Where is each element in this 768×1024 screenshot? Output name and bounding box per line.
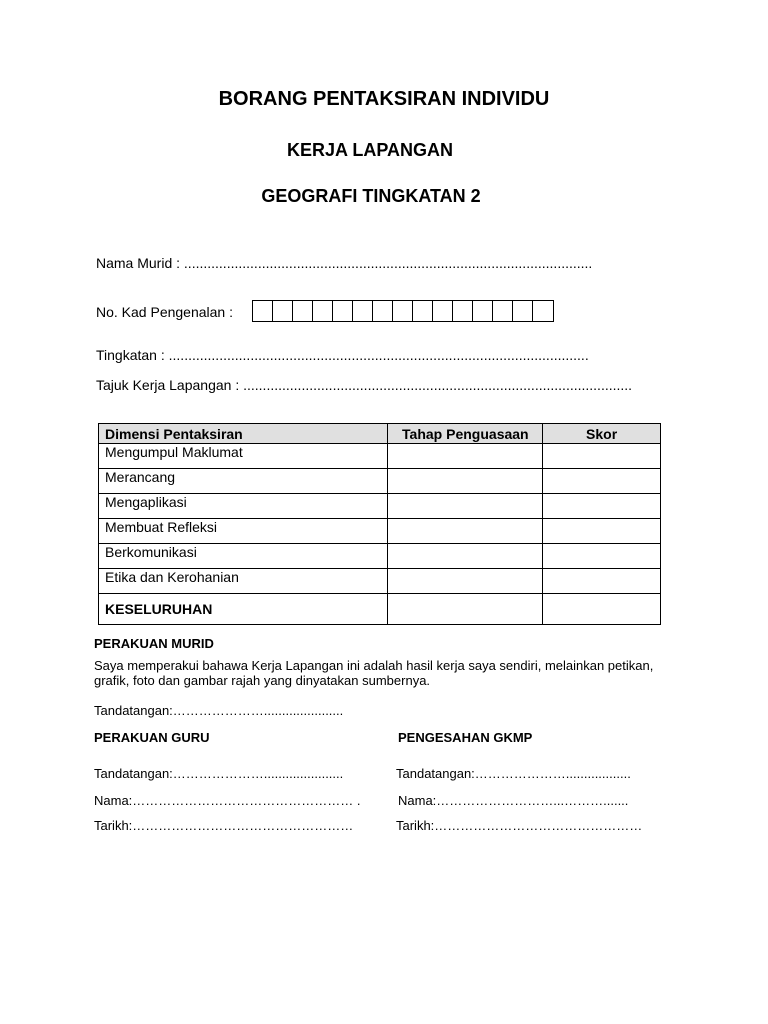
- skor-cell[interactable]: [543, 569, 661, 594]
- skor-cell[interactable]: [543, 469, 661, 494]
- tahap-cell[interactable]: [388, 494, 543, 519]
- pengesahan-gkmp-heading: PENGESAHAN GKMP: [398, 730, 533, 745]
- page-title: BORANG PENTAKSIRAN INDIVIDU: [218, 88, 550, 110]
- total-skor-cell[interactable]: [543, 594, 661, 625]
- dimension-label: Membuat Refleksi: [99, 519, 388, 544]
- ic-digit-box[interactable]: [273, 301, 293, 321]
- tahap-cell[interactable]: [388, 469, 543, 494]
- perakuan-murid-heading: PERAKUAN MURID: [94, 636, 214, 651]
- subject-heading: GEOGRAFI TINGKATAN 2: [261, 186, 481, 206]
- column-header: Skor: [543, 424, 661, 444]
- murid-signature-field[interactable]: Tandatangan:…………………......................: [94, 703, 344, 718]
- ic-digit-box[interactable]: [353, 301, 373, 321]
- table-header-row: [99, 424, 661, 444]
- ic-digit-box[interactable]: [453, 301, 473, 321]
- ic-digit-box[interactable]: [393, 301, 413, 321]
- gkmp-name-field[interactable]: Nama:………………………...……….......: [398, 793, 629, 808]
- table-row: [99, 494, 661, 519]
- tajuk-field[interactable]: Tajuk Kerja Lapangan : ....................................................................................................: [96, 377, 633, 393]
- guru-name-field[interactable]: Nama:…………………………………………… .: [94, 793, 361, 808]
- declaration-line-2: grafik, foto dan gambar rajah yang dinyatakan sumbernya.: [94, 673, 431, 688]
- dimension-label: Berkomunikasi: [99, 544, 388, 569]
- nama-murid-field[interactable]: Nama Murid : .........................................................................................................: [96, 255, 593, 271]
- gkmp-signature-field[interactable]: Tandatangan:…………………..................: [396, 766, 631, 781]
- assessment-table: [98, 423, 661, 625]
- ic-digit-box[interactable]: [473, 301, 493, 321]
- dimension-label: Mengaplikasi: [99, 494, 388, 519]
- skor-cell[interactable]: [543, 444, 661, 469]
- ic-digit-box[interactable]: [533, 301, 553, 321]
- ic-digit-box[interactable]: [373, 301, 393, 321]
- tahap-cell[interactable]: [388, 544, 543, 569]
- tahap-cell[interactable]: [388, 519, 543, 544]
- guru-date-field[interactable]: Tarikh:……………………………………………: [94, 818, 354, 833]
- ic-digit-box[interactable]: [513, 301, 533, 321]
- column-header: Tahap Penguasaan: [388, 424, 543, 444]
- perakuan-guru-heading: PERAKUAN GURU: [94, 730, 210, 745]
- table-row: [99, 569, 661, 594]
- tahap-cell[interactable]: [388, 569, 543, 594]
- ic-number-boxes[interactable]: [252, 300, 554, 322]
- tahap-cell[interactable]: [388, 444, 543, 469]
- ic-digit-box[interactable]: [253, 301, 273, 321]
- gkmp-date-field[interactable]: Tarikh:…………………………………………: [396, 818, 643, 833]
- skor-cell[interactable]: [543, 494, 661, 519]
- ic-label: No. Kad Pengenalan :: [96, 304, 233, 320]
- ic-digit-box[interactable]: [493, 301, 513, 321]
- guru-signature-field[interactable]: Tandatangan:…………………......................: [94, 766, 344, 781]
- dimension-label: Mengumpul Maklumat: [99, 444, 388, 469]
- column-header: Dimensi Pentaksiran: [99, 424, 388, 444]
- table-row: [99, 444, 661, 469]
- total-row: [99, 594, 661, 625]
- tingkatan-field[interactable]: Tingkatan : ............................................................................................................: [96, 347, 589, 363]
- skor-cell[interactable]: [543, 519, 661, 544]
- total-tahap-cell[interactable]: [388, 594, 543, 625]
- dimension-label: Merancang: [99, 469, 388, 494]
- dimension-label: Etika dan Kerohanian: [99, 569, 388, 594]
- ic-digit-box[interactable]: [433, 301, 453, 321]
- table-row: [99, 519, 661, 544]
- declaration-line-1: Saya memperakui bahawa Kerja Lapangan ini adalah hasil kerja saya sendiri, melainkan petikan,: [94, 658, 654, 673]
- ic-digit-box[interactable]: [293, 301, 313, 321]
- skor-cell[interactable]: [543, 544, 661, 569]
- page-subtitle: KERJA LAPANGAN: [286, 140, 453, 160]
- ic-digit-box[interactable]: [333, 301, 353, 321]
- ic-digit-box[interactable]: [313, 301, 333, 321]
- total-label: KESELURUHAN: [99, 594, 388, 625]
- ic-digit-box[interactable]: [413, 301, 433, 321]
- table-row: [99, 544, 661, 569]
- table-row: [99, 469, 661, 494]
